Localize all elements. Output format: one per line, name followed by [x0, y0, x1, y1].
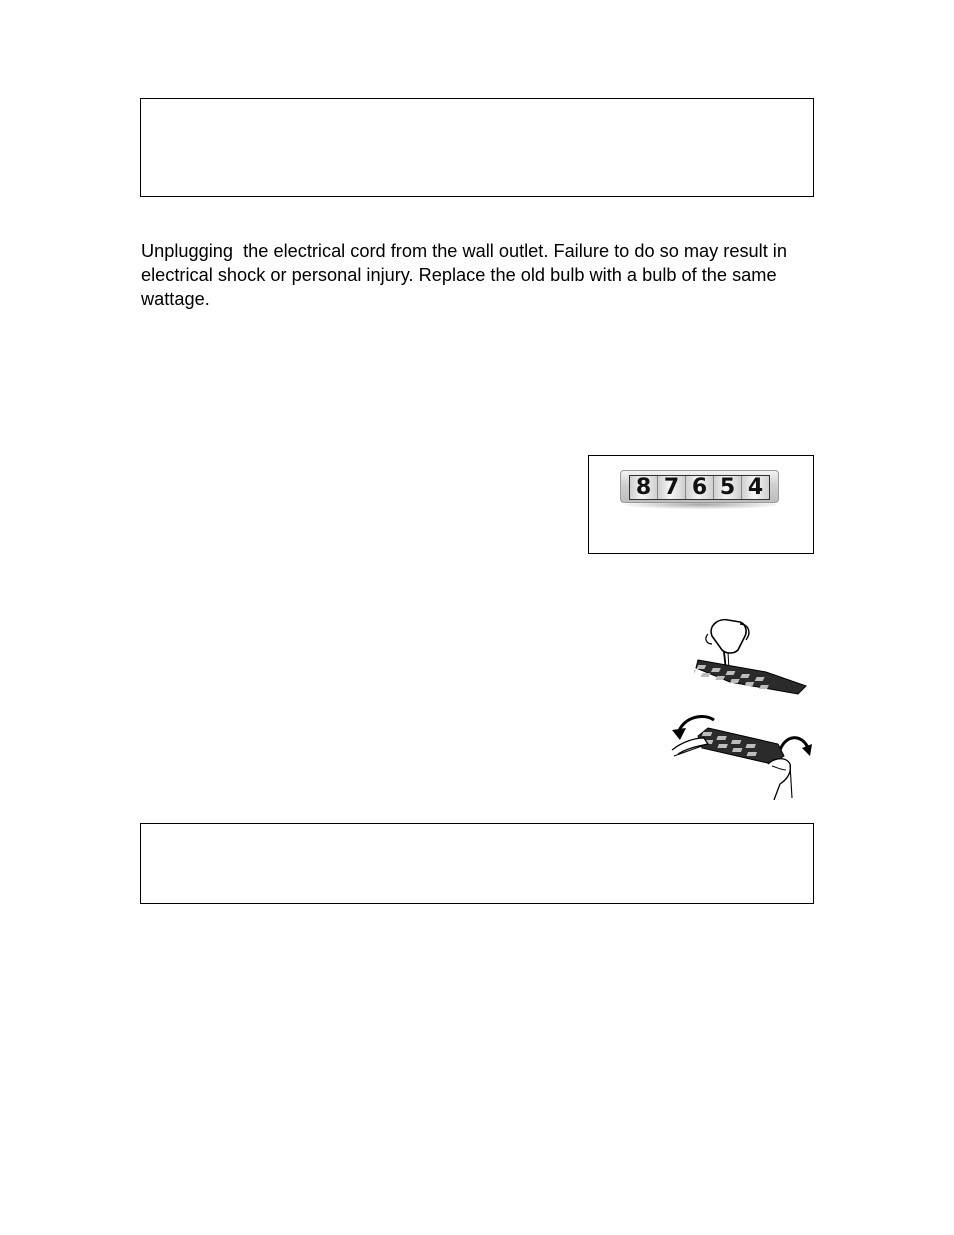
top-notice-box	[140, 98, 814, 197]
dial-digit: 6	[685, 476, 713, 499]
bottom-notice-box	[140, 823, 814, 904]
bulb-replacement-text: Unplugging the electrical cord from the wall outlet. Failure to do so may result in electrical shock or personal injury. Replace the old bulb with a bulb of the same wattage.	[141, 241, 793, 309]
dial-digit: 4	[741, 476, 769, 499]
dial-digit: 5	[713, 476, 741, 499]
dial-window	[629, 475, 770, 500]
temperature-dial	[620, 470, 779, 506]
dial-digit: 7	[657, 476, 685, 499]
dial-digit: 8	[630, 476, 657, 499]
ice-tray-fill-icon	[694, 614, 812, 696]
dial-bezel	[620, 470, 779, 503]
ice-tray-twist-icon	[668, 708, 814, 800]
